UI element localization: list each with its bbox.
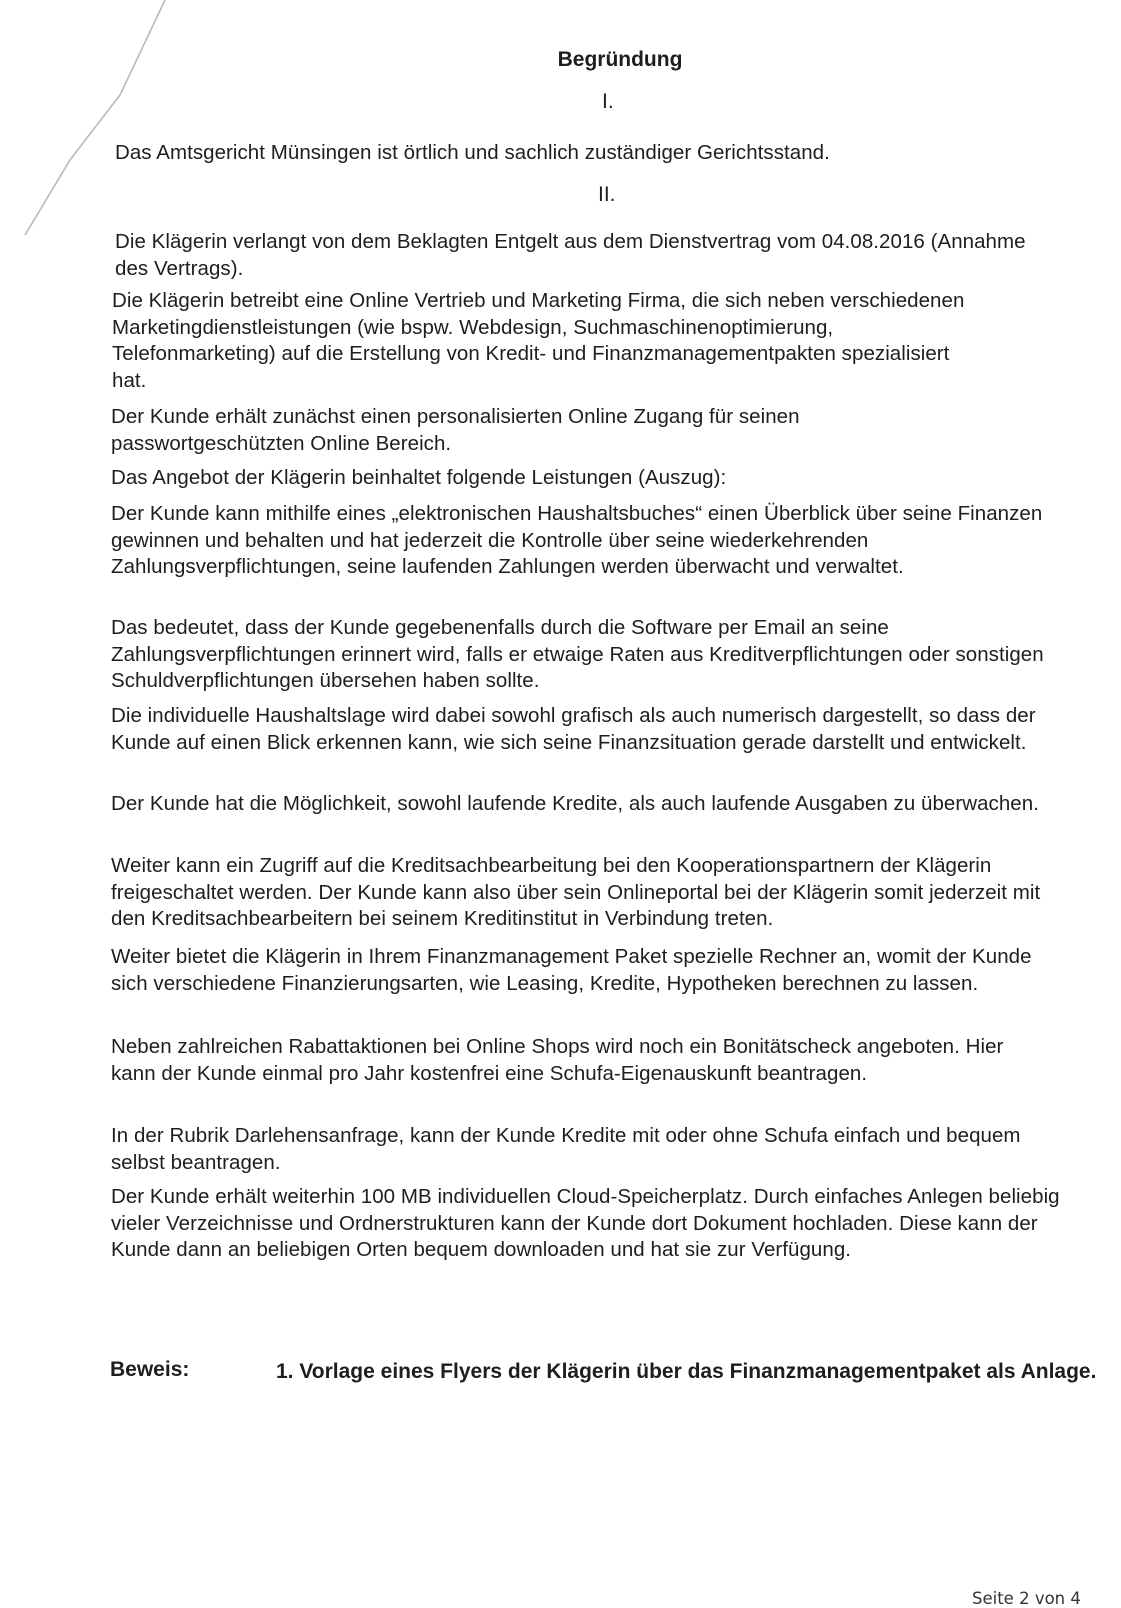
paragraph-calculators: Weiter bietet die Klägerin in Ihrem Finanzmanagement Paket spezielle Rechner an, womit der Kunde sich verschiedene Finanzierungsarten, wie Leasing, Kredite, Hypotheken berechnen zu lassen. <box>111 945 1032 995</box>
paragraph-visualization: Die individuelle Haushaltslage wird dabei sowohl grafisch als auch numerisch dargestellt, so dass der Kunde auf einen Blick erkennen kann, wie sich seine Finanzsituation gerade darstellt und entwickelt. <box>111 704 1036 754</box>
page-number: Seite 2 von 4 <box>972 1589 1081 1608</box>
paragraph-credit-access: Weiter kann ein Zugriff auf die Kreditsachbearbeitung bei den Kooperationspartnern der Klägerin freigeschaltet werden. Der Kunde kann also über sein Onlineportal bei der Klägerin somit jederzeit mit den Kreditsachbearbeitern bei seinem Kreditinstitut in Verbindung treten. <box>111 854 1041 930</box>
evidence-label: Beweis: <box>110 1358 190 1381</box>
section-i-numeral: I. <box>602 90 614 113</box>
paragraph-bonus: Neben zahlreichen Rabattaktionen bei Online Shops wird noch ein Bonitätscheck angeboten. Hier kann der Kunde einmal pro Jahr kostenfrei eine Schufa-Eigenauskunft beantragen. <box>111 1035 1004 1085</box>
evidence-text: 1. Vorlage eines Flyers der Klägerin über das Finanzmanagementpaket als Anlage. <box>276 1360 1097 1383</box>
section-ii-numeral: II. <box>598 183 616 206</box>
paragraph-access: Der Kunde erhält zunächst einen personalisierten Online Zugang für seinen passwortgeschützten Online Bereich. <box>111 405 800 455</box>
paragraph-claim: Die Klägerin verlangt von dem Beklagten Entgelt aus dem Dienstvertrag vom 04.08.2016 (Annahme des Vertrags). <box>115 230 1026 280</box>
paragraph-jurisdiction: Das Amtsgericht Münsingen ist örtlich und sachlich zuständiger Gerichtsstand. <box>115 141 830 164</box>
scan-edge-line <box>0 0 180 260</box>
paragraph-offer: Das Angebot der Klägerin beinhaltet folgende Leistungen (Auszug): <box>111 466 727 489</box>
paragraph-monitoring: Der Kunde hat die Möglichkeit, sowohl laufende Kredite, als auch laufende Ausgaben zu überwachen. <box>111 792 1039 815</box>
document-heading: Begründung <box>557 48 683 71</box>
paragraph-reminders: Das bedeutet, dass der Kunde gegebenenfalls durch die Software per Email an seine Zahlungsverpflichtungen erinnert wird, falls er etwaige Raten aus Kreditverpflichtungen oder sonstigen Schuldverpflichtungen übersehen haben sollte. <box>111 616 1044 692</box>
paragraph-company: Die Klägerin betreibt eine Online Vertrieb und Marketing Firma, die sich neben verschiedenen Marketingdienstleistungen (wie bspw. Webdesign, Suchmaschinenoptimierung, Telefonmarketing) auf die Erstellung von Kredit- und Finanzmanagementpakten spezialisiert hat. <box>112 289 965 392</box>
paragraph-loan-request: In der Rubrik Darlehensanfrage, kann der Kunde Kredite mit oder ohne Schufa einfach und bequem selbst beantragen. <box>111 1124 1021 1174</box>
paragraph-household-book: Der Kunde kann mithilfe eines „elektronischen Haushaltsbuches“ einen Überblick über seine Finanzen gewinnen und behalten und hat jederzeit die Kontrolle über seine wiederkehrenden Zahlungsverpflichtungen, seine laufenden Zahlungen werden überwacht und verwaltet. <box>111 502 1043 578</box>
paragraph-cloud: Der Kunde erhält weiterhin 100 MB individuellen Cloud-Speicherplatz. Durch einfaches Anlegen beliebig vieler Verzeichnisse und Ordnerstrukturen kann der Kunde dort Dokument hochladen. Diese kann der Kunde dann an beliebigen Orten bequem downloaden und hat sie zur Verfügung. <box>111 1185 1060 1261</box>
